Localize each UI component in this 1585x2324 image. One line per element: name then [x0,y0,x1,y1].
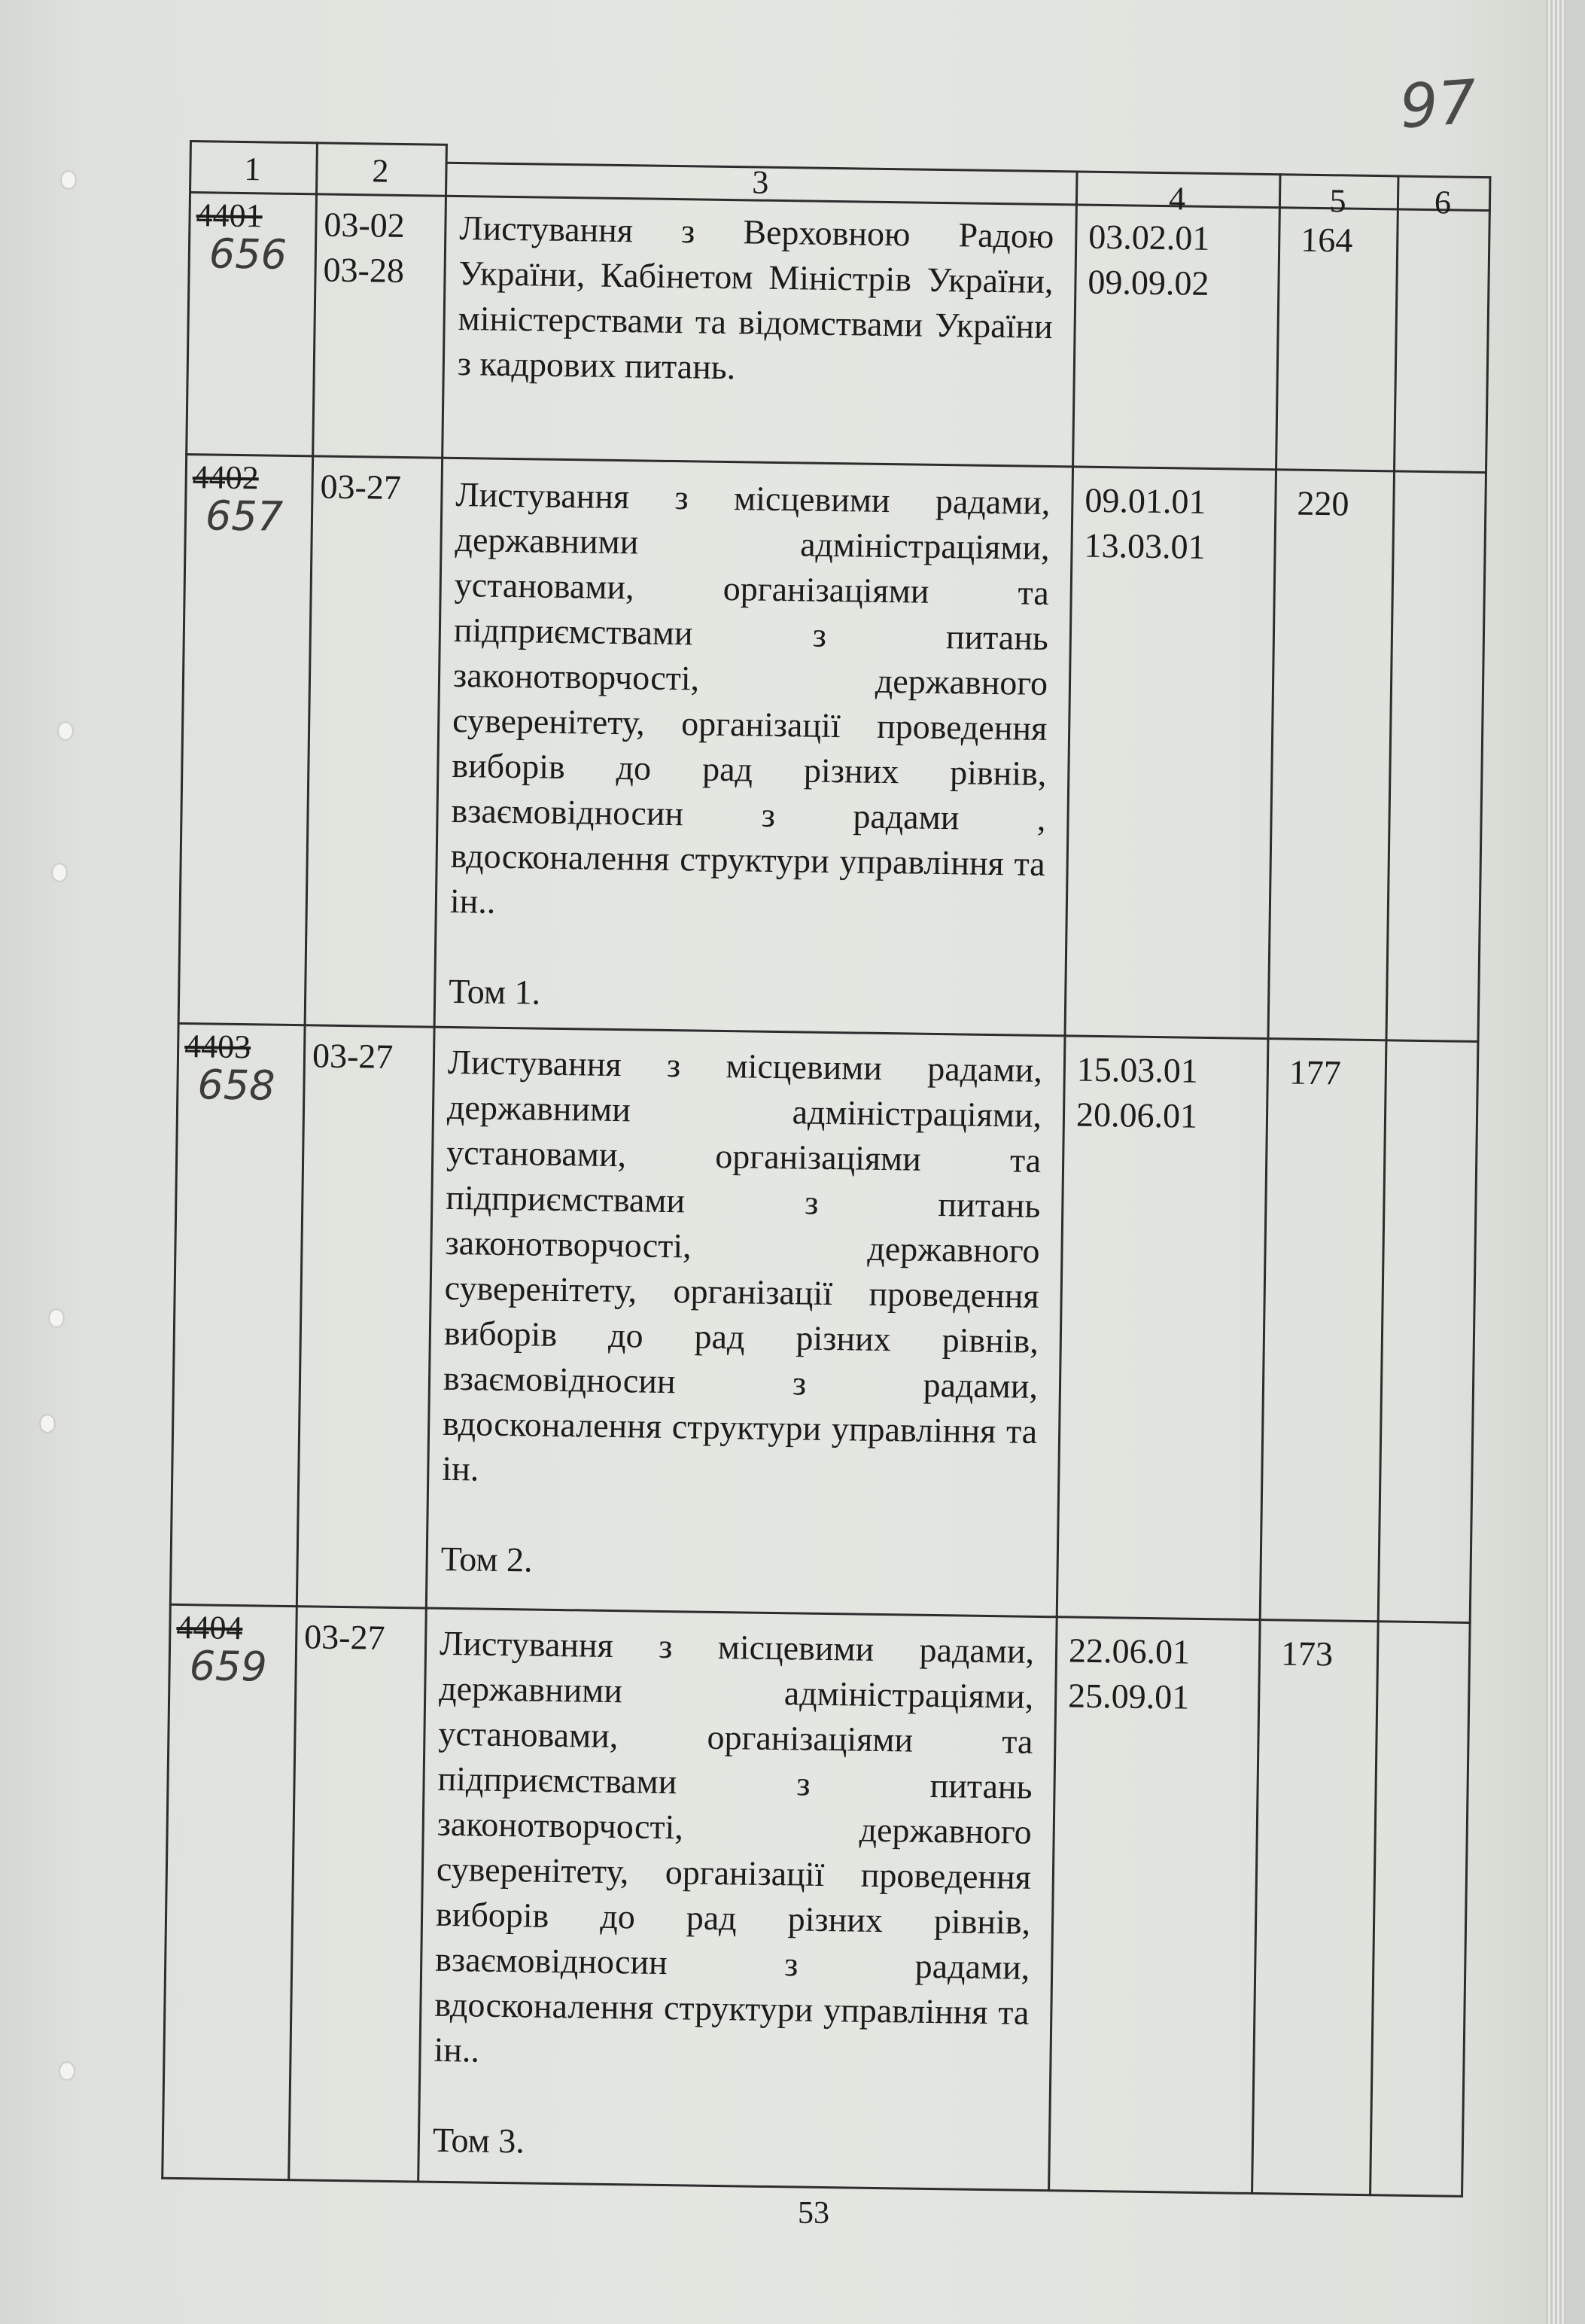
row-4-index: 03-27 [303,1617,385,1657]
header-col-2: 2 [372,152,389,190]
header-col-4: 4 [1168,180,1186,218]
header-col-6: 6 [1434,184,1452,221]
column-line [161,140,192,2179]
handwritten-new-number: 658 [197,1061,275,1110]
handwritten-new-number: 659 [189,1642,268,1691]
page-number: 53 [798,2196,829,2231]
row-2-description [449,472,1051,1022]
row-1-description [457,206,1054,394]
old-number: 4404 [176,1608,243,1647]
column-line [1048,170,1078,2192]
binding-hole [62,172,75,188]
row-1-pages: 164 [1300,220,1353,260]
row-3-dates: 15.03.01 20.06.01 [1075,1049,1199,1135]
row-4-description [433,1621,1035,2171]
handwritten-new-number: 657 [205,492,284,541]
binding-hole [53,864,66,881]
row-3-pages: 177 [1288,1052,1342,1092]
handwritten-sheet-number: 97 [1397,66,1479,142]
row-1-index: 03-02 03-28 [323,205,406,290]
old-number: 4402 [192,458,260,497]
header-col-5: 5 [1329,182,1346,220]
handwritten-new-number: 656 [208,230,287,279]
binding-hole [59,723,72,739]
header-col-3: 3 [751,163,769,201]
row-3-title: Листування з місцевими радами, державними адміністраціями, установами, організаціями та підприємствами з питань законотворчості, державного суверенітету, організації проведення виборів до рад різних рівнів, взаємовідносин з радами, вдосконалення структури управління та ін. [442,1042,1043,1488]
row-1-dates: 03.02.01 09.09.02 [1088,217,1210,303]
row-4-pages: 173 [1280,1634,1334,1674]
row-4-dates: 22.06.01 25.09.01 [1067,1631,1191,1716]
row-1-number [195,196,315,279]
column-line [1251,173,1281,2195]
row-3-number [184,1027,303,1110]
binding-hole [60,2063,74,2079]
row-3-index: 03-27 [312,1036,394,1076]
row-4-number [175,1608,295,1691]
binding-hole [50,1310,63,1326]
column-line [287,142,318,2181]
row-4-title: Листування з місцевими радами, державними адміністраціями, установами, організаціями та підприємствами з питань законотворчості, державного суверенітету, організації проведення виборів до рад різних рівнів, взаємовідносин з радами, вдосконалення структури управління та ін.. [434,1623,1035,2070]
row-2-number [192,458,312,541]
row-2-pages: 220 [1297,483,1349,523]
row-2-title: Листування з місцевими радами, державними адміністраціями, установами, організаціями та підприємствами з питань законотворчості, державного суверенітету, організації проведення виборів до рад різних рівнів, взаємовідносин з радами , вдосконалення структури управління та ін.. [449,474,1051,921]
page-stack-edge [1546,0,1565,2324]
column-line [1369,175,1399,2196]
table-border-bottom [161,2177,1463,2198]
row-4-volume: Том 3. [432,2120,525,2161]
row-3-description [440,1040,1042,1590]
row-3-volume: Том 2. [440,1539,533,1579]
row-2-volume: Том 1. [448,971,541,1012]
binding-hole [41,1415,54,1432]
old-number: 4403 [184,1028,251,1066]
row-1-title: Листування з Верховною Радою України, Кабінетом Міністрів України, міністерствами та відомствами України з кадрових питань. [457,209,1054,387]
column-line [1461,176,1491,2198]
row-2-dates: 09.01.01 13.03.01 [1084,480,1206,566]
row-2-index: 03-27 [320,467,402,507]
header-col-1: 1 [244,151,261,188]
old-number: 4401 [196,196,263,235]
inventory-table [161,140,1492,2198]
